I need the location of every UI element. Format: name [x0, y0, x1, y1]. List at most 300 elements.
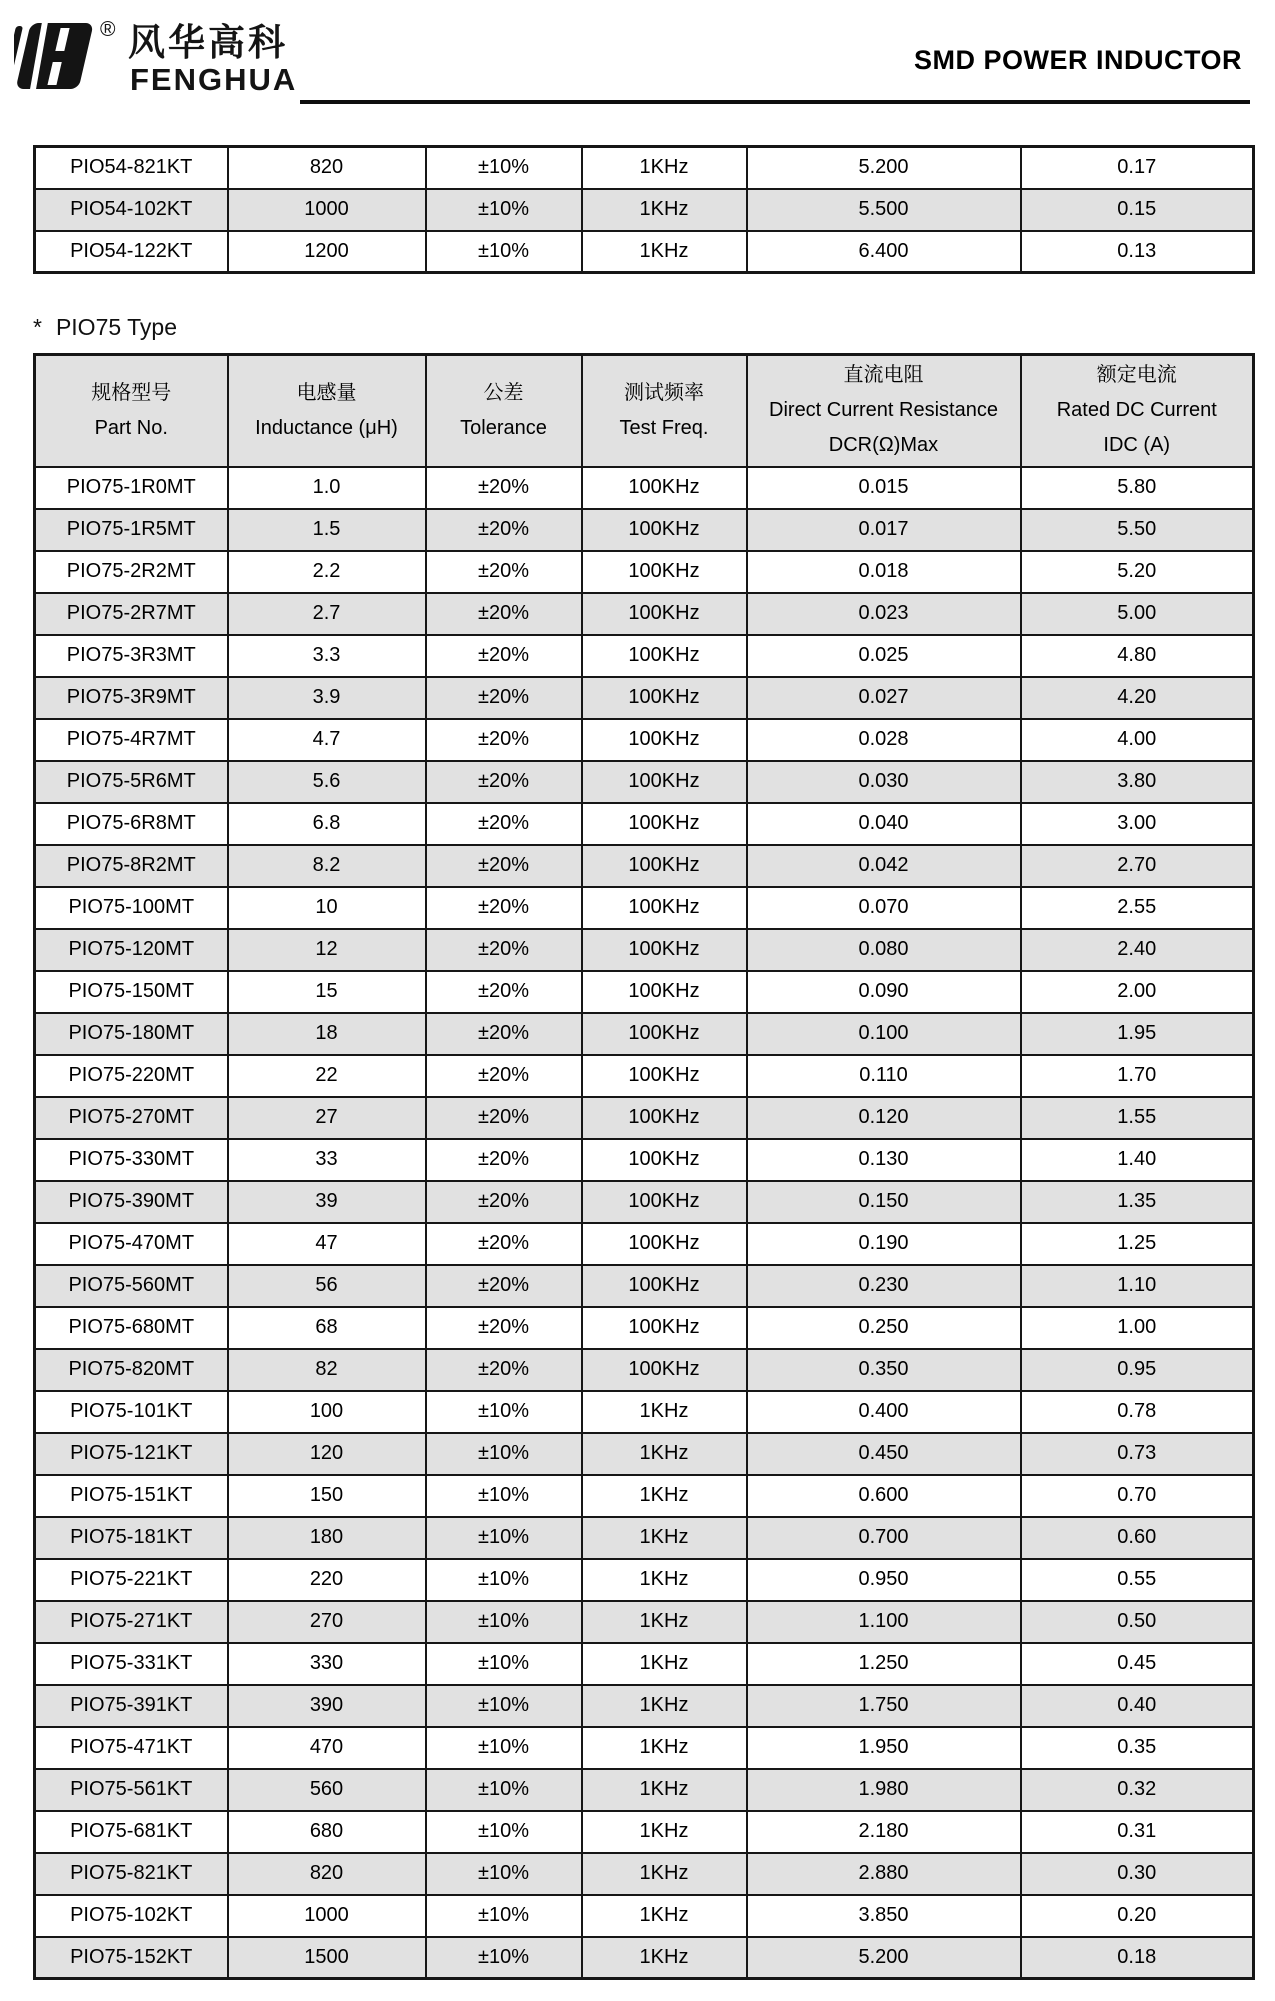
table-cell: PIO75-331KT	[35, 1643, 228, 1685]
table-row	[35, 467, 1254, 509]
table-cell: ±10%	[426, 1517, 582, 1559]
table-cell: 0.018	[747, 551, 1021, 593]
table-cell: 100KHz	[582, 971, 747, 1013]
table-cell: 100	[228, 1391, 426, 1433]
table-cell: 5.50	[1021, 509, 1254, 551]
table-cell: PIO75-5R6MT	[35, 761, 228, 803]
table-row	[35, 509, 1254, 551]
table-row	[35, 1727, 1254, 1769]
table-row	[35, 677, 1254, 719]
table-row	[35, 1181, 1254, 1223]
table-cell: 1KHz	[582, 1853, 747, 1895]
table-cell: PIO75-3R3MT	[35, 635, 228, 677]
table-row	[35, 1307, 1254, 1349]
table-cell: 10	[228, 887, 426, 929]
table-cell: PIO75-1R5MT	[35, 509, 228, 551]
table-cell: 6.400	[747, 231, 1021, 273]
table-cell: 4.20	[1021, 677, 1254, 719]
table-cell: 0.030	[747, 761, 1021, 803]
table-cell: ±20%	[426, 1181, 582, 1223]
table-cell: 1KHz	[582, 1685, 747, 1727]
table-cell: 3.3	[228, 635, 426, 677]
table-row	[35, 1853, 1254, 1895]
column-header-line: 测试频率	[624, 381, 704, 404]
column-header-line: Direct Current Resistance	[769, 399, 998, 422]
table-cell: ±10%	[426, 1853, 582, 1895]
column-header-line: 直流电阻	[843, 364, 924, 387]
table-cell: PIO75-6R8MT	[35, 803, 228, 845]
table-cell: 100KHz	[582, 1223, 747, 1265]
table-cell: 15	[228, 971, 426, 1013]
table-cell: 100KHz	[582, 719, 747, 761]
table-row	[35, 761, 1254, 803]
table-cell: 39	[228, 1181, 426, 1223]
table-cell: 0.015	[747, 467, 1021, 509]
table-cell: ±20%	[426, 1223, 582, 1265]
table-cell: 4.00	[1021, 719, 1254, 761]
table-cell: 560	[228, 1769, 426, 1811]
table-cell: 1KHz	[582, 1391, 747, 1433]
table-row	[35, 1559, 1254, 1601]
column-header-line: Test Freq.	[619, 416, 709, 439]
table-cell: PIO75-271KT	[35, 1601, 228, 1643]
table-cell: 1.750	[747, 1685, 1021, 1727]
column-header-line: IDC (A)	[1103, 434, 1171, 457]
table-cell: 1.10	[1021, 1265, 1254, 1307]
table-cell: 0.070	[747, 887, 1021, 929]
table-cell: 100KHz	[582, 761, 747, 803]
table-cell: PIO75-100MT	[35, 887, 228, 929]
column-header-line: 公差	[483, 381, 524, 404]
table-row	[35, 635, 1254, 677]
table-cell: ±20%	[426, 1139, 582, 1181]
table-cell: 0.120	[747, 1097, 1021, 1139]
column-header	[1021, 355, 1254, 467]
table-cell: 1KHz	[582, 1895, 747, 1937]
table-cell: PIO75-181KT	[35, 1517, 228, 1559]
fenghua-logo-icon	[14, 22, 100, 90]
table-cell: 100KHz	[582, 803, 747, 845]
table-cell: 1.00	[1021, 1307, 1254, 1349]
table-cell: 100KHz	[582, 1181, 747, 1223]
table-cell: PIO54-821KT	[35, 147, 228, 189]
table-cell: 1500	[228, 1937, 426, 1979]
registered-trademark-icon: ®	[100, 18, 116, 41]
table-cell: 0.080	[747, 929, 1021, 971]
table-cell: 0.40	[1021, 1685, 1254, 1727]
table-cell: PIO75-151KT	[35, 1475, 228, 1517]
table-cell: ±10%	[426, 1685, 582, 1727]
table-cell: 120	[228, 1433, 426, 1475]
table-cell: PIO75-270MT	[35, 1097, 228, 1139]
table-cell: 270	[228, 1601, 426, 1643]
table-cell: 2.70	[1021, 845, 1254, 887]
table-cell: 0.350	[747, 1349, 1021, 1391]
table-cell: PIO75-391KT	[35, 1685, 228, 1727]
table-cell: 1000	[228, 189, 426, 231]
table-cell: 0.17	[1021, 147, 1254, 189]
table-cell: 0.040	[747, 803, 1021, 845]
table-cell: PIO75-470MT	[35, 1223, 228, 1265]
table-cell: 0.450	[747, 1433, 1021, 1475]
table-row	[35, 929, 1254, 971]
section-asterisk: *	[33, 314, 42, 340]
table-cell: 330	[228, 1643, 426, 1685]
column-header-line: Rated DC Current	[1056, 399, 1217, 422]
table-cell: 0.090	[747, 971, 1021, 1013]
table-row	[35, 1433, 1254, 1475]
table-cell: 1200	[228, 231, 426, 273]
table-cell: 0.023	[747, 593, 1021, 635]
table-cell: 1.95	[1021, 1013, 1254, 1055]
table-cell: 0.45	[1021, 1643, 1254, 1685]
table-cell: 82	[228, 1349, 426, 1391]
table-cell: 3.9	[228, 677, 426, 719]
table-cell: ±10%	[426, 1475, 582, 1517]
table-cell: 1.0	[228, 467, 426, 509]
table-cell: 5.200	[747, 147, 1021, 189]
table-cell: 0.78	[1021, 1391, 1254, 1433]
table-cell: 2.55	[1021, 887, 1254, 929]
column-header	[426, 355, 582, 467]
table-row	[35, 551, 1254, 593]
column-header-line: DCR(Ω)Max	[828, 434, 939, 457]
table-cell: 5.500	[747, 189, 1021, 231]
table-cell: 0.100	[747, 1013, 1021, 1055]
table-row	[35, 1391, 1254, 1433]
table-cell: 2.180	[747, 1811, 1021, 1853]
table-cell: 100KHz	[582, 1055, 747, 1097]
table-row	[35, 845, 1254, 887]
table-cell: ±20%	[426, 593, 582, 635]
table-cell: ±10%	[426, 231, 582, 273]
table-row	[35, 593, 1254, 635]
table-cell: 4.7	[228, 719, 426, 761]
table-cell: PIO75-121KT	[35, 1433, 228, 1475]
column-header	[582, 355, 747, 467]
table-cell: 100KHz	[582, 677, 747, 719]
table-cell: PIO75-390MT	[35, 1181, 228, 1223]
table-cell: PIO75-221KT	[35, 1559, 228, 1601]
table-cell: 0.950	[747, 1559, 1021, 1601]
table-row	[35, 1685, 1254, 1727]
table-row	[35, 1475, 1254, 1517]
table-cell: 0.150	[747, 1181, 1021, 1223]
table-cell: ±20%	[426, 887, 582, 929]
table-row	[35, 1139, 1254, 1181]
table-cell: 1KHz	[582, 1517, 747, 1559]
table-cell: PIO75-120MT	[35, 929, 228, 971]
section-title	[33, 314, 177, 341]
table-row	[35, 1517, 1254, 1559]
table-row	[35, 1097, 1254, 1139]
table-cell: PIO75-1R0MT	[35, 467, 228, 509]
table-cell: 100KHz	[582, 1139, 747, 1181]
table-cell: 100KHz	[582, 1097, 747, 1139]
column-header	[747, 355, 1021, 467]
table-cell: 0.30	[1021, 1853, 1254, 1895]
table-cell: ±10%	[426, 1559, 582, 1601]
table-cell: 1KHz	[582, 1433, 747, 1475]
table-cell: 1.70	[1021, 1055, 1254, 1097]
table-row	[35, 1811, 1254, 1853]
table-cell: 6.8	[228, 803, 426, 845]
table-cell: 820	[228, 147, 426, 189]
table-row	[35, 1601, 1254, 1643]
table-cell: ±20%	[426, 929, 582, 971]
table-row	[35, 1013, 1254, 1055]
table-row	[35, 1937, 1254, 1979]
column-header	[35, 355, 228, 467]
table-cell: 5.6	[228, 761, 426, 803]
table-cell: PIO75-180MT	[35, 1013, 228, 1055]
table-cell: ±20%	[426, 971, 582, 1013]
table-row	[35, 1223, 1254, 1265]
table-cell: 1.5	[228, 509, 426, 551]
table-cell: 0.55	[1021, 1559, 1254, 1601]
table-cell: 100KHz	[582, 1349, 747, 1391]
table-cell: 0.027	[747, 677, 1021, 719]
table-cell: PIO54-102KT	[35, 189, 228, 231]
column-header-line: Tolerance	[460, 416, 547, 439]
table-cell: PIO75-471KT	[35, 1727, 228, 1769]
column-header-line: Part No.	[94, 416, 168, 439]
table-cell: 220	[228, 1559, 426, 1601]
table-cell: 0.95	[1021, 1349, 1254, 1391]
table-cell: 0.400	[747, 1391, 1021, 1433]
table-cell: 1KHz	[582, 1643, 747, 1685]
table-cell: PIO75-152KT	[35, 1937, 228, 1979]
table-row	[35, 189, 1254, 231]
table-cell: 33	[228, 1139, 426, 1181]
table-cell: 2.880	[747, 1853, 1021, 1895]
table-cell: ±20%	[426, 509, 582, 551]
table-cell: 1KHz	[582, 189, 747, 231]
table-cell: 18	[228, 1013, 426, 1055]
table-cell: 0.35	[1021, 1727, 1254, 1769]
table-cell: 12	[228, 929, 426, 971]
table-header-row	[35, 355, 1254, 467]
table-cell: ±20%	[426, 761, 582, 803]
table-cell: 0.017	[747, 509, 1021, 551]
table-row	[35, 1769, 1254, 1811]
table-cell: 1.35	[1021, 1181, 1254, 1223]
table-cell: ±20%	[426, 1013, 582, 1055]
table-cell: 1.100	[747, 1601, 1021, 1643]
table-cell: PIO75-2R2MT	[35, 551, 228, 593]
table-cell: 0.230	[747, 1265, 1021, 1307]
table-row	[35, 1349, 1254, 1391]
table-cell: PIO75-220MT	[35, 1055, 228, 1097]
column-header-line: 电感量	[296, 381, 357, 404]
table-cell: 0.190	[747, 1223, 1021, 1265]
brand-name-english: FENGHUA	[130, 62, 298, 97]
table-cell: 1.25	[1021, 1223, 1254, 1265]
table-cell: ±20%	[426, 1307, 582, 1349]
table-cell: 22	[228, 1055, 426, 1097]
table-cell: PIO75-330MT	[35, 1139, 228, 1181]
table-cell: 100KHz	[582, 467, 747, 509]
table-cell: 1KHz	[582, 1559, 747, 1601]
table-row	[35, 1895, 1254, 1937]
table-cell: 470	[228, 1727, 426, 1769]
table-cell: ±10%	[426, 1391, 582, 1433]
table-cell: 0.18	[1021, 1937, 1254, 1979]
table-cell: 1KHz	[582, 1769, 747, 1811]
table-cell: 0.31	[1021, 1811, 1254, 1853]
table-cell: 1.250	[747, 1643, 1021, 1685]
table-cell: 100KHz	[582, 1265, 747, 1307]
table-cell: 2.2	[228, 551, 426, 593]
table-cell: 100KHz	[582, 551, 747, 593]
table-cell: 0.250	[747, 1307, 1021, 1349]
table-cell: ±10%	[426, 189, 582, 231]
table-cell: PIO75-681KT	[35, 1811, 228, 1853]
table-cell: 1.950	[747, 1727, 1021, 1769]
table-cell: PIO75-820MT	[35, 1349, 228, 1391]
table-cell: 680	[228, 1811, 426, 1853]
table-cell: ±10%	[426, 1727, 582, 1769]
table-cell: 5.80	[1021, 467, 1254, 509]
table-cell: 68	[228, 1307, 426, 1349]
table-cell: ±10%	[426, 147, 582, 189]
table-row	[35, 1265, 1254, 1307]
table-row	[35, 1643, 1254, 1685]
column-header-line: 额定电流	[1096, 364, 1177, 387]
table-cell: ±20%	[426, 677, 582, 719]
table-cell: 0.600	[747, 1475, 1021, 1517]
table-cell: 0.70	[1021, 1475, 1254, 1517]
table-cell: 5.200	[747, 1937, 1021, 1979]
table-cell: ±10%	[426, 1769, 582, 1811]
table-cell: 820	[228, 1853, 426, 1895]
table-cell: 180	[228, 1517, 426, 1559]
brand-name-chinese: 风华高科	[128, 22, 288, 63]
table-cell: 390	[228, 1685, 426, 1727]
header-divider	[300, 100, 1250, 104]
table-cell: ±20%	[426, 635, 582, 677]
table-row	[35, 719, 1254, 761]
table-cell: 1KHz	[582, 1601, 747, 1643]
table-cell: 0.20	[1021, 1895, 1254, 1937]
table-cell: 0.700	[747, 1517, 1021, 1559]
table-cell: 0.50	[1021, 1601, 1254, 1643]
table-cell: 1KHz	[582, 1475, 747, 1517]
table-cell: ±20%	[426, 803, 582, 845]
table-cell: 1KHz	[582, 147, 747, 189]
table-cell: 100KHz	[582, 929, 747, 971]
table-cell: ±20%	[426, 467, 582, 509]
table-cell: 1KHz	[582, 231, 747, 273]
table-cell: 27	[228, 1097, 426, 1139]
table-cell: 100KHz	[582, 509, 747, 551]
table-cell: 1KHz	[582, 1727, 747, 1769]
table-cell: 1000	[228, 1895, 426, 1937]
table-cell: PIO75-8R2MT	[35, 845, 228, 887]
table-cell: 2.40	[1021, 929, 1254, 971]
column-header	[228, 355, 426, 467]
table-cell: PIO75-2R7MT	[35, 593, 228, 635]
page-title: SMD POWER INDUCTOR	[913, 45, 1242, 75]
table-cell: PIO75-821KT	[35, 1853, 228, 1895]
column-header-line: 规格型号	[91, 381, 172, 404]
pio75-table	[33, 353, 1255, 1980]
table-cell: 100KHz	[582, 845, 747, 887]
table-cell: PIO75-680MT	[35, 1307, 228, 1349]
table-cell: ±20%	[426, 1349, 582, 1391]
table-cell: 1.40	[1021, 1139, 1254, 1181]
table-cell: 3.850	[747, 1895, 1021, 1937]
table-cell: 1KHz	[582, 1811, 747, 1853]
table-cell: ±20%	[426, 1097, 582, 1139]
table-row	[35, 887, 1254, 929]
table-cell: 1.980	[747, 1769, 1021, 1811]
table-cell: 47	[228, 1223, 426, 1265]
column-header-line: Inductance (μH)	[255, 416, 398, 439]
table-cell: 0.025	[747, 635, 1021, 677]
table-cell: PIO75-561KT	[35, 1769, 228, 1811]
table-cell: ±10%	[426, 1811, 582, 1853]
table-cell: PIO54-122KT	[35, 231, 228, 273]
table-cell: ±20%	[426, 551, 582, 593]
table-cell: 2.00	[1021, 971, 1254, 1013]
table-cell: PIO75-150MT	[35, 971, 228, 1013]
pio54-table	[33, 145, 1255, 274]
table-cell: PIO75-101KT	[35, 1391, 228, 1433]
table-cell: ±10%	[426, 1937, 582, 1979]
table-cell: 3.00	[1021, 803, 1254, 845]
table-cell: 0.13	[1021, 231, 1254, 273]
table-cell: ±10%	[426, 1895, 582, 1937]
table-cell: 5.20	[1021, 551, 1254, 593]
table-cell: 8.2	[228, 845, 426, 887]
table-cell: ±20%	[426, 845, 582, 887]
table-cell: 0.110	[747, 1055, 1021, 1097]
table-cell: 0.028	[747, 719, 1021, 761]
table-cell: 0.130	[747, 1139, 1021, 1181]
table-cell: 100KHz	[582, 1013, 747, 1055]
table-cell: 0.042	[747, 845, 1021, 887]
table-row	[35, 147, 1254, 189]
table-cell: 1KHz	[582, 1937, 747, 1979]
table-cell: 4.80	[1021, 635, 1254, 677]
table-cell: 0.60	[1021, 1517, 1254, 1559]
table-row	[35, 1055, 1254, 1097]
table-cell: 100KHz	[582, 593, 747, 635]
table-cell: ±20%	[426, 1055, 582, 1097]
table-cell: ±10%	[426, 1601, 582, 1643]
table-cell: 100KHz	[582, 887, 747, 929]
table-cell: ±20%	[426, 719, 582, 761]
table-cell: 5.00	[1021, 593, 1254, 635]
table-cell: 1.55	[1021, 1097, 1254, 1139]
table-row	[35, 803, 1254, 845]
table-cell: PIO75-4R7MT	[35, 719, 228, 761]
table-cell: 100KHz	[582, 635, 747, 677]
table-cell: ±10%	[426, 1643, 582, 1685]
table-cell: PIO75-3R9MT	[35, 677, 228, 719]
table-cell: 56	[228, 1265, 426, 1307]
section-title-text: PIO75 Type	[55, 314, 177, 340]
table-row	[35, 231, 1254, 273]
table-cell: 150	[228, 1475, 426, 1517]
table-cell: 2.7	[228, 593, 426, 635]
table-cell: 0.15	[1021, 189, 1254, 231]
table-cell: 0.32	[1021, 1769, 1254, 1811]
table-cell: 3.80	[1021, 761, 1254, 803]
table-cell: 100KHz	[582, 1307, 747, 1349]
table-cell: PIO75-560MT	[35, 1265, 228, 1307]
